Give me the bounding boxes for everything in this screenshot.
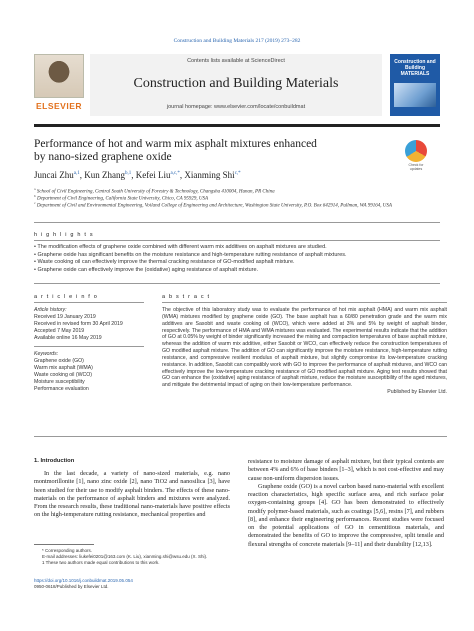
intro-right-column: [248, 458, 444, 549]
paper-title: [34, 138, 384, 164]
title-line-1: Performance of hot and warm mix asphalt mixtures enhanced: [34, 138, 317, 150]
crossmark-label: Check for updates: [408, 163, 424, 171]
affil-text: Department of Civil Engineering, California State University, Chico, CA 95929, USA: [37, 196, 209, 202]
author-affil-ref[interactable]: a,c,*: [170, 171, 180, 176]
affiliation: [34, 201, 444, 209]
author-name: Xianming Shi: [184, 170, 235, 180]
email-note[interactable]: E-mail addresses: liukefei0201@163.com (K. Liu), xianming.shi@wsu.edu (X. Shi).: [42, 554, 208, 560]
crossmark-badge[interactable]: [402, 140, 430, 170]
author-affil-ref[interactable]: a,1: [73, 171, 80, 176]
intro-paragraph: In the last decade, a variety of nano-sized materials, e.g. nano montmorillonite [1], nano zinc oxide [2], nano TiO2 and nanosilica [3], have been studied for their use to modify asphalt binders. The effects of these nano-materials on the performance of asphalt binders and mixtures were analyzed. From the research results, these traditional nano-materials have positive effects on the high-temperature rutting resistance, mechanical properties and: [34, 470, 230, 519]
history-item: Available online 16 May 2019: [34, 334, 102, 341]
elsevier-wordmark: ELSEVIER: [35, 101, 83, 111]
journal-header: [34, 54, 440, 116]
author-name: Juncai Zhu: [34, 170, 74, 180]
history-heading: Article history:: [34, 307, 67, 313]
keywords: [34, 351, 144, 392]
crossmark-icon: [405, 140, 427, 162]
history-item: Received in revised form 30 April 2019: [34, 320, 123, 327]
article-info-heading: a r t i c l e i n f o: [34, 294, 99, 300]
affil-marker: c: [34, 201, 36, 205]
author-affil-ref[interactable]: c,*: [234, 171, 241, 176]
author-name: Kefei Liu: [135, 170, 171, 180]
journal-banner: [90, 54, 382, 116]
article-history: [34, 307, 144, 342]
author-affil-ref[interactable]: b,1: [124, 171, 132, 176]
equal-contribution-note: 1 These two authors made equal contributions to this work.: [42, 560, 160, 566]
corresponding-note: * Corresponding authors.: [42, 548, 93, 553]
doi-block: [34, 578, 234, 590]
affil-marker: a: [34, 187, 36, 191]
journal-homepage[interactable]: journal homepage: www.elsevier.com/locate/conbuildmat: [166, 104, 306, 110]
header-divider: [34, 124, 440, 127]
divider: [162, 302, 447, 303]
keyword: Graphene oxide (GO): [34, 357, 84, 364]
abstract-text: The objective of this laboratory study was to evaluate the performance of hot mix asphalt (HMA) and warm mix asphalt (WMA) mixtures modified by graphene oxide (GO). The base asphalt has a 60/80 penetration grade and the warm mix additives are Sasobit and waste cooking oil (WCO), which were added at 3% and 5% by weight of asphalt binder, respectively. The performance of HMA and WMA mixtures was evaluated. The experimental results indicate that the addition of GO at 0.05% by weight of binder significantly increased the mixing and compaction temperatures of base asphalt mixture, whereas the addition of warm mix additive, either Sasobit or WCO, can effectively reduce the construction temperatures of GO modified asphalt mixture. The addition of GO can significantly improve the moisture resistance, high-temperature rutting resistance, and compressive resilient modulus of asphalt mixture, but slightly compromise its low-temperature cracking resistance. In addition, Sasobit can compatibly work with GO to improve the performance of asphalt mixtures, and WCO can effectively improve the low-temperature cracking resistance of GO modified asphalt mixture. Aging test results showed that GO can enhance the (oxidative) aging resistance of asphalt mixture, reduce the moisture susceptibility of the aged mixtures, and mitigate the detrimental impact of aging on their low-temperature performance.: [162, 307, 447, 389]
intro-paragraph: Graphene oxide (GO) is a novel carbon based nano-material with excellent reaction characteristics, high specific surface area, and rich surface polar oxygen-containing groups [4]. GO has been demonstrated to effectively modify polymer-based materials, such as coatings [5,6], resins [7], and rubbers [8], and enhance their engineering performances. Recent studies were focused on the potential applications of GO in cementitious materials, and demonstrated the benefits of GO to improve the compressive, split tensile and flexural strengths of concrete materials [9–11] and their durability [12,13].: [248, 482, 444, 548]
keyword: Performance evaluation: [34, 385, 89, 392]
highlight-item: • The modification effects of graphene oxide combined with different warm mix additives on asphalt mixtures are studied.: [34, 244, 444, 252]
issn-line: 0950-0618/Published by Elsevier Ltd.: [34, 584, 109, 590]
journal-reference[interactable]: Construction and Building Materials 217 (2019) 273–282: [173, 38, 301, 44]
keyword: Warm mix asphalt (WMA): [34, 364, 93, 371]
journal-title: Construction and Building Materials: [133, 76, 339, 91]
divider: [34, 346, 144, 347]
highlight-item: • Waste cooking oil can effectively improve the thermal cracking resistance of GO-modified asphalt mixture.: [34, 259, 444, 267]
history-item: Received 19 January 2019: [34, 313, 96, 320]
cover-title: Construction and Building MATERIALS: [394, 59, 436, 77]
divider: [34, 283, 440, 284]
keywords-heading: Keywords:: [34, 351, 59, 357]
elsevier-tree-icon: [34, 54, 84, 98]
doi-link[interactable]: https://doi.org/10.1016/j.conbuildmat.2019.05.054: [34, 578, 133, 583]
highlight-item: • Graphene oxide can effectively improve the (oxidative) aging resistance of asphalt mixture.: [34, 267, 444, 275]
history-item: Accepted 7 May 2019: [34, 327, 85, 334]
author-list: Juncai Zhu$^{a,1}$, Kun Zhang$^{b,1}$, Kefei Liu$^{a,c,*}$, Xianming Shi$^{c,*}$: [34, 170, 241, 180]
affil-text: Department of Civil and Environmental Engineering, Voiland College of Engineering and Architecture, Washington State University, P.O. Box 642914, Pullman, WA 99164, USA: [36, 203, 392, 209]
divider: [34, 436, 447, 437]
keyword: Waste cooking oil (WCO): [34, 371, 93, 378]
divider: [34, 302, 144, 303]
abstract-body: [162, 307, 447, 396]
divider: [34, 240, 440, 241]
highlights-heading: h i g h l i g h t s: [34, 232, 94, 238]
footnotes: [34, 548, 234, 567]
elsevier-logo[interactable]: [34, 54, 84, 116]
title-line-2: by nano-sized graphene oxide: [34, 151, 172, 163]
affil-marker: b: [34, 194, 36, 198]
abstract-heading: a b s t r a c t: [162, 294, 211, 300]
keyword: Moisture susceptibility: [34, 378, 85, 385]
contents-line[interactable]: Contents lists available at ScienceDirect: [187, 58, 285, 64]
divider: [34, 222, 440, 223]
cover-photo: [394, 83, 436, 107]
footnote-divider: [34, 544, 94, 545]
highlight-item: • Graphene oxide has significant benefits on the moisture resistance and high-temperature rutting resistance of asphalt mixtures.: [34, 252, 444, 260]
abstract-copyright: Published by Elsevier Ltd.: [387, 389, 447, 396]
intro-paragraph: resistance to moisture damage of asphalt mixture, but their typical contents are between 4% and 6% of base binders [1–3], which is not cost-effective and may cause non-uniform dispersion issues.: [248, 458, 444, 482]
journal-cover-image[interactable]: [390, 54, 440, 116]
author-name: Kun Zhang: [84, 170, 125, 180]
highlights-list: [34, 244, 444, 274]
affil-text: School of Civil Engineering, Central South University of Forestry & Technology, Changsha 410004, Hunan, PR China: [36, 189, 275, 195]
section-title: 1. Introduction: [34, 458, 75, 464]
